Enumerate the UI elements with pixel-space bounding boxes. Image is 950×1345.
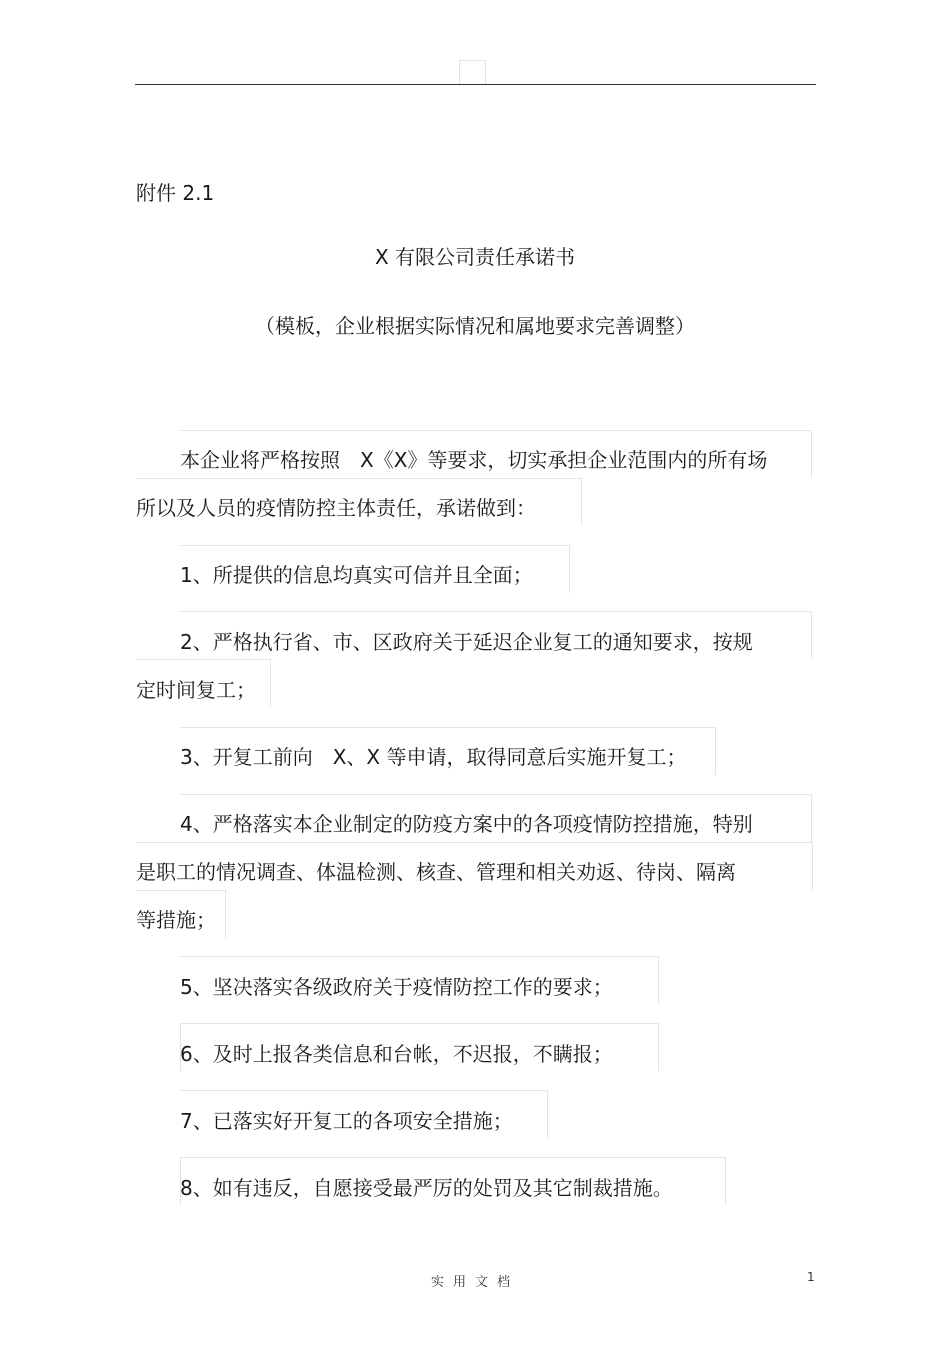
item-1: 1、所提供的信息均真实可信并且全面； [180,563,533,587]
item-2-line-2: 定时间复工； [136,678,256,702]
header-rule [135,84,816,85]
document-title: X 有限公司责任承诺书 [374,245,576,269]
item-8: 8、如有违反，自愿接受最严厉的处罚及其它制裁措施。 [180,1176,673,1200]
intro-line-2: 所以及人员的疫情防控主体责任，承诺做到： [136,496,536,520]
item-3: 3、开复工前向 X、X 等申请，取得同意后实施开复工； [180,745,687,769]
item-6: 6、及时上报各类信息和台帐，不迟报，不瞒报； [180,1042,613,1066]
footer-label: 实用文档 [430,1275,519,1290]
item-5: 5、坚决落实各级政府关于疫情防控工作的要求； [180,975,613,999]
item-4-line-3: 等措施； [136,908,216,932]
item-2-line-1: 2、严格执行省、市、区政府关于延迟企业复工的通知要求，按规 [180,630,753,654]
attachment-label: 附件 2.1 [136,181,215,205]
page-number: 1 [807,1270,815,1284]
header-placeholder-box [459,60,486,84]
intro-line-1: 本企业将严格按照 X《X》等要求，切实承担企业范围内的所有场 [180,448,768,472]
item-4-line-2: 是职工的情况调查、体温检测、核查、管理和相关劝返、待岗、隔离 [136,860,736,884]
item-7: 7、已落实好开复工的各项安全措施； [180,1109,513,1133]
item-4-line-1: 4、严格落实本企业制定的防疫方案中的各项疫情防控措施，特别 [180,812,753,836]
document-subtitle: （模板，企业根据实际情况和属地要求完善调整） [255,314,695,338]
